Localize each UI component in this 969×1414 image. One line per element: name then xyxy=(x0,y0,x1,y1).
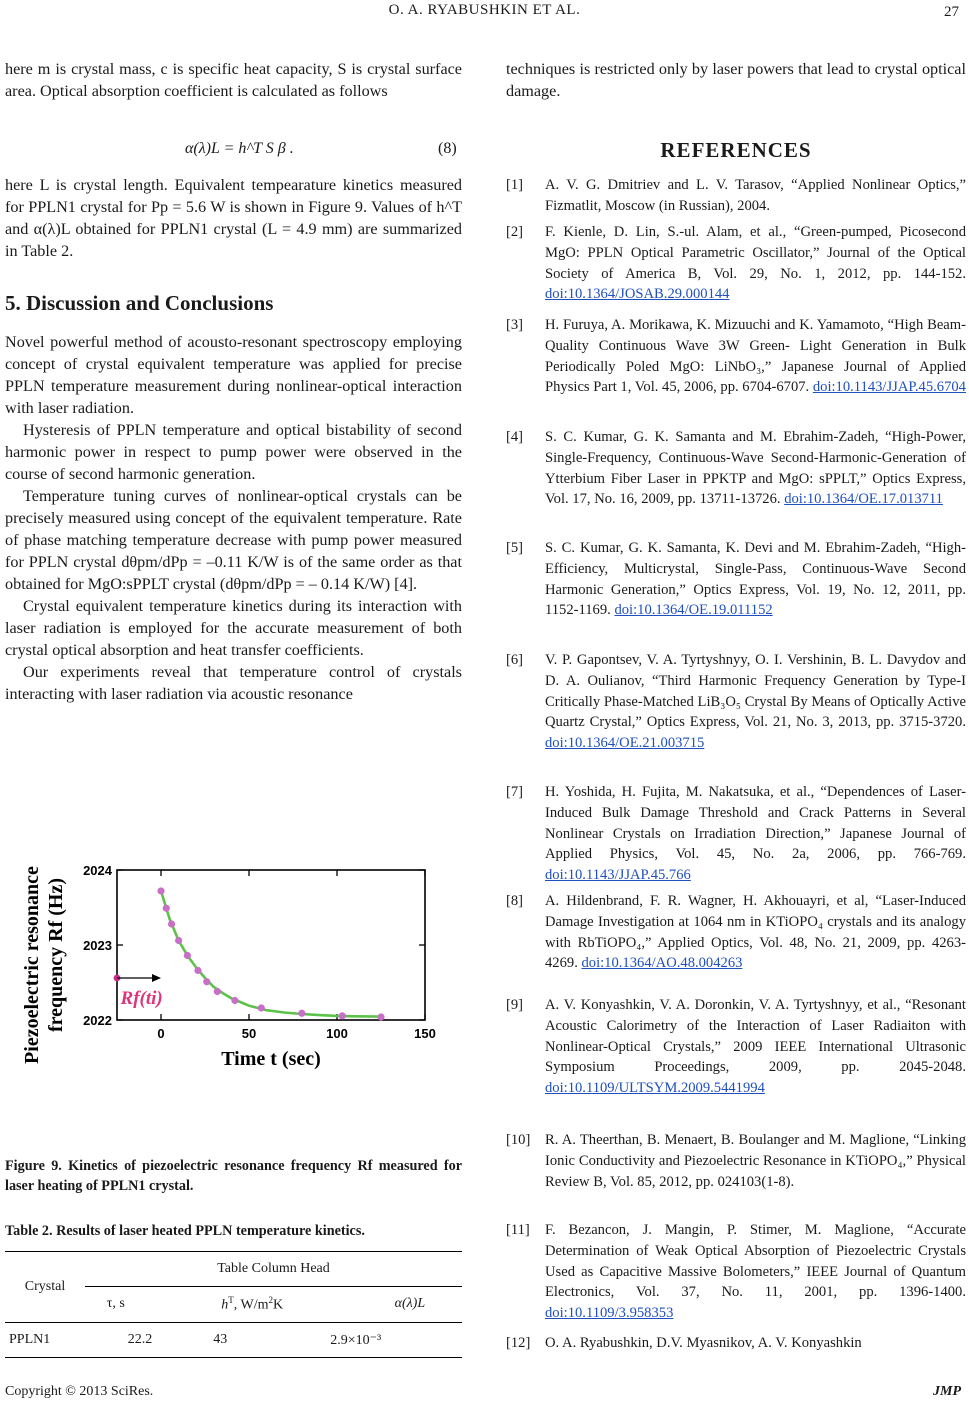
reference-text xyxy=(545,1220,966,1324)
reference-number: [2] xyxy=(506,224,524,240)
data-point xyxy=(184,952,191,959)
data-point xyxy=(258,1004,265,1011)
annotation-label: Rf(ti) xyxy=(120,988,163,1009)
arrow-head xyxy=(152,974,161,982)
table-cell: 22.2 xyxy=(127,1332,153,1347)
y-axis-label-line1: Piezoelectric resonance xyxy=(21,866,43,1064)
reference-item xyxy=(506,1333,966,1354)
section-title: 5. Discussion and Conclusions xyxy=(5,291,274,315)
reference-number: [5] xyxy=(506,540,524,556)
doi-link[interactable]: doi:10.1109/3.958353 xyxy=(545,1305,674,1322)
x-tick-label: 100 xyxy=(326,1026,348,1041)
reference-text xyxy=(545,1130,966,1192)
reference-citation: F. Bezancon, J. Mangin, P. Stimer, M. Maglione, “Accurate Determination of Weak Optical Absorption of Piezoelectric Crystals Used as Capacitive Massive Bolometers,” IEEE Journal of Quantum Electronics, Vol. 37, No. 11, 2001, pp. 1396-1400. xyxy=(545,1222,966,1301)
x-tick-label: 0 xyxy=(157,1026,165,1041)
paragraph: here L is crystal length. Equivalent tempearature kinetics measured for PPLN1 crystal for Pp = 5.6 W is shown in Figure 9. Values of h^T and α(λ)L obtained for PPLN1 crystal (L = 4.9 mm) are summarized in Table 2. xyxy=(5,176,462,260)
data-point xyxy=(339,1012,346,1019)
paragraph: Our experiments reveal that temperature control of crystals interacting with laser radiation via acoustic resonance xyxy=(5,663,462,703)
doi-link[interactable]: doi:10.1364/OE.19.011152 xyxy=(614,602,773,619)
footer-copyright: Copyright © 2013 SciRes. xyxy=(5,1384,154,1399)
reference-number: [10] xyxy=(506,1132,531,1148)
table-group-header: Table Column Head xyxy=(85,1252,462,1286)
x-axis-label: Time t (sec) xyxy=(221,1048,321,1070)
paragraph: Hysteresis of PPLN temperature and optical bistability of second harmonic power in respect to pump power were observed in the course of second harmonic generation. xyxy=(5,421,462,483)
reference-item xyxy=(506,1220,966,1324)
reference-number: [11] xyxy=(506,1222,530,1238)
data-point xyxy=(194,967,201,974)
references-title: REFERENCES xyxy=(660,138,812,162)
equation-text: α(λ)L = h^T S β . xyxy=(185,140,294,157)
paragraph: Temperature tuning curves of nonlinear-optical crystals can be precisely measured using concept of the equivalent temperature. Rate of phase matching temperature decrease with pump power measured for PPLN crystal dθpm/dPp = –0.11 K/W is of the same order as that obtained for MgO:sPPLT crystal (dθpm/dPp = – 0.14 K/W) [4]. xyxy=(5,487,462,593)
doi-link[interactable]: doi:10.1143/JJAP.45.766 xyxy=(545,867,691,884)
reference-citation: S. C. Kumar, G. K. Samanta, K. Devi and M. Ebrahim-Zadeh, “High-Efficiency, Multicrystal, Single-Pass, Continuous-Wave Second Harmonic Generation,” Optics Express, Vol. 19, No. 12, 2011, pp. 1152-1169. xyxy=(545,540,966,619)
fit-curve xyxy=(161,891,381,1017)
paragraph: Crystal equivalent temperature kinetics during its interaction with laser radiation is employed for the accurate measurement of both crystal optical absorption and heat transfer coefficients. xyxy=(5,597,462,659)
table-cell: 2.9×10⁻³ xyxy=(330,1332,382,1348)
doi-link[interactable]: doi:10.1364/OE.21.003715 xyxy=(545,735,705,752)
reference-number: [4] xyxy=(506,429,524,445)
y-tick-label: 2023 xyxy=(83,938,112,953)
data-point xyxy=(214,988,221,995)
table-header-tau: τ, s xyxy=(106,1296,125,1312)
paragraph: Novel powerful method of acousto-resonant spectroscopy employing concept of crystal equivalent temperature was applied for precise PPLN temperature measurement during nonlinear-optical interaction with laser radiation. xyxy=(5,333,462,417)
reference-item xyxy=(506,995,966,1099)
equation-number: (8) xyxy=(438,140,457,157)
reference-text xyxy=(545,1333,966,1354)
x-tick-label: 150 xyxy=(414,1026,436,1041)
reference-number: [6] xyxy=(506,652,524,668)
reference-number: [9] xyxy=(506,997,524,1013)
reference-citation: S. C. Kumar, G. K. Samanta and M. Ebrahim-Zadeh, “High-Power, Single-Frequency, Continuous-Wave Second-Harmonic-Generation of Ytterbium Fiber Laser in PPKTP and MgO: sPPLT,” Optics Express, Vol. 17, No. 16, 2009, pp. 13711-13726. xyxy=(545,429,966,508)
table-header-crystal: Crystal xyxy=(24,1279,66,1294)
reference-text xyxy=(545,427,966,510)
figure-caption: Figure 9. Kinetics of piezoelectric resonance frequency Rf measured for laser heating of PPLN1 crystal. xyxy=(5,1158,462,1194)
reference-text xyxy=(545,175,966,217)
reference-number: [3] xyxy=(506,317,524,333)
table-cell: 43 xyxy=(213,1332,228,1347)
reference-text xyxy=(545,891,966,974)
reference-number: [7] xyxy=(506,784,524,800)
reference-citation: A. Hildenbrand, F. R. Wagner, H. Akhouayri, et al, “Laser-Induced Damage Investigation at 1064 nm in KTiOPO₄ crystals and its analogy with RbTiOPO₄,” Applied Optics, Vol. 48, No. 21, 2009, pp. 4263-4269. xyxy=(545,893,966,972)
data-point xyxy=(203,978,210,985)
footer-journal: JMP xyxy=(933,1384,961,1399)
reference-text xyxy=(545,315,966,398)
doi-link[interactable]: doi:10.1364/JOSAB.29.000144 xyxy=(545,286,730,303)
reference-citation: A. V. Konyashkin, V. A. Doronkin, V. A. Tyrtyshnyy, et al., “Resonant Acoustic Calorimetry of the Interaction of Laser Radiaiton with Nonlinear-Optical Crystals,” 2009 IEEE International Ultrasonic Symposium Proceedings, 2009, pp. 2045-2048. xyxy=(545,997,966,1076)
left-column-para2 xyxy=(5,174,462,262)
data-point xyxy=(377,1013,384,1020)
reference-citation: F. Kienle, D. Lin, S.-ul. Alam, et al., “Green-pumped, Picosecond MgO: PPLN Optical Parametric Oscillator,” Journal of the Optical Society of America B, Vol. 29, No. 1, 2012, pp. 144-152. xyxy=(545,224,966,282)
table-2 xyxy=(5,1251,462,1358)
reference-number: [12] xyxy=(506,1335,531,1351)
right-column-intro: techniques is restricted only by laser powers that lead to crystal optical damage. xyxy=(506,60,966,100)
reference-item xyxy=(506,538,966,621)
reference-item xyxy=(506,427,966,510)
paragraph: here m is crystal mass, c is specific heat capacity, S is crystal surface area. Optical absorption coefficient is calculated as follows xyxy=(5,60,462,100)
reference-citation: O. A. Ryabushkin, D.V. Myasnikov, A. V. Konyashkin xyxy=(545,1335,862,1351)
doi-link[interactable]: doi:10.1109/ULTSYM.2009.5441994 xyxy=(545,1080,765,1097)
table-header-h: $h^T$, $W/m^2K$ xyxy=(221,1294,284,1313)
reference-text xyxy=(545,995,966,1099)
reference-number: [8] xyxy=(506,893,524,909)
left-column-discussion xyxy=(5,331,462,705)
left-column-top xyxy=(5,58,462,102)
y-tick-label: 2022 xyxy=(83,1013,112,1028)
reference-item xyxy=(506,650,966,754)
data-point xyxy=(168,920,175,927)
data-point xyxy=(175,937,182,944)
doi-link[interactable]: doi:10.1364/OE.17.013711 xyxy=(784,491,943,508)
figure-9-chart xyxy=(20,855,450,1150)
doi-link[interactable]: doi:10.1143/JJAP.45.6704 xyxy=(812,379,966,396)
reference-citation: R. A. Theerthan, B. Menaert, B. Boulanger and M. Maglione, “Linking Ionic Conductivity and Piezoelectric Resonance in KTiOPO₄,” Physical Review B, Vol. 85, 2012, pp. 024103(1-8). xyxy=(545,1132,966,1190)
equation-8 xyxy=(185,140,294,158)
reference-item xyxy=(506,175,966,217)
reference-number: [1] xyxy=(506,177,524,193)
reference-item xyxy=(506,222,966,305)
reference-citation: A. V. G. Dmitriev and L. V. Tarasov, “Applied Nonlinear Optics,” Fizmatlit, Moscow (in Russian), 2004. xyxy=(545,177,966,214)
running-header: O. A. RYABUSHKIN ET AL. xyxy=(388,2,581,18)
data-point xyxy=(163,905,170,912)
reference-item xyxy=(506,1130,966,1192)
x-tick-label: 50 xyxy=(241,1026,257,1041)
reference-item xyxy=(506,782,966,886)
y-tick-label: 2024 xyxy=(83,863,112,878)
data-point xyxy=(231,997,238,1004)
data-point xyxy=(298,1010,305,1017)
reference-text xyxy=(545,782,966,886)
doi-link[interactable]: doi:10.1364/AO.48.004263 xyxy=(581,955,743,972)
page-number: 27 xyxy=(944,4,959,20)
reference-citation: H. Yoshida, H. Fujita, M. Nakatsuka, et al., “Dependences of Laser-Induced Bulk Damage Threshold and Crack Patterns in Several Nonlinear Crystals on Irradiation Direction,” Japanese Journal of Applied Physics, Vol. 45, No. 2a, 2006, pp. 766-769. xyxy=(545,784,966,863)
y-axis-label-line2: frequency Rf (Hz) xyxy=(45,877,67,1033)
reference-item xyxy=(506,315,966,398)
data-point xyxy=(157,887,164,894)
reference-citation: H. Furuya, A. Morikawa, K. Mizuuchi and K. Yamamoto, “High Beam-Quality Continuous Wave 3W Green- Light Generation in Bulk Periodically Poled MgO: LiNbO₃,” Japanese Journal of Applied Physics Part 1, Vol. 45, 2006, pp. 6704-6707. xyxy=(545,317,966,396)
table-title: Table 2. Results of laser heated PPLN temperature kinetics. xyxy=(5,1223,365,1239)
reference-citation: V. P. Gapontsev, V. A. Tyrtyshnyy, O. I. Vershinin, B. L. Davydov and D. A. Oulianov, “Third Harmonic Frequency Generation by Type-I Critically Phase-Matched LiB₃O₅ Crystal By Means of Optically Active Quartz Crystal,” Optics Express, Vol. 21, No. 3, 2013, pp. 3715-3720. xyxy=(545,652,966,731)
reference-item xyxy=(506,891,966,974)
table-header-alpha: α(λ)L xyxy=(394,1296,426,1312)
reference-text xyxy=(545,538,966,621)
table-cell: PPLN1 xyxy=(9,1332,51,1347)
reference-text xyxy=(545,222,966,305)
reference-text xyxy=(545,650,966,754)
